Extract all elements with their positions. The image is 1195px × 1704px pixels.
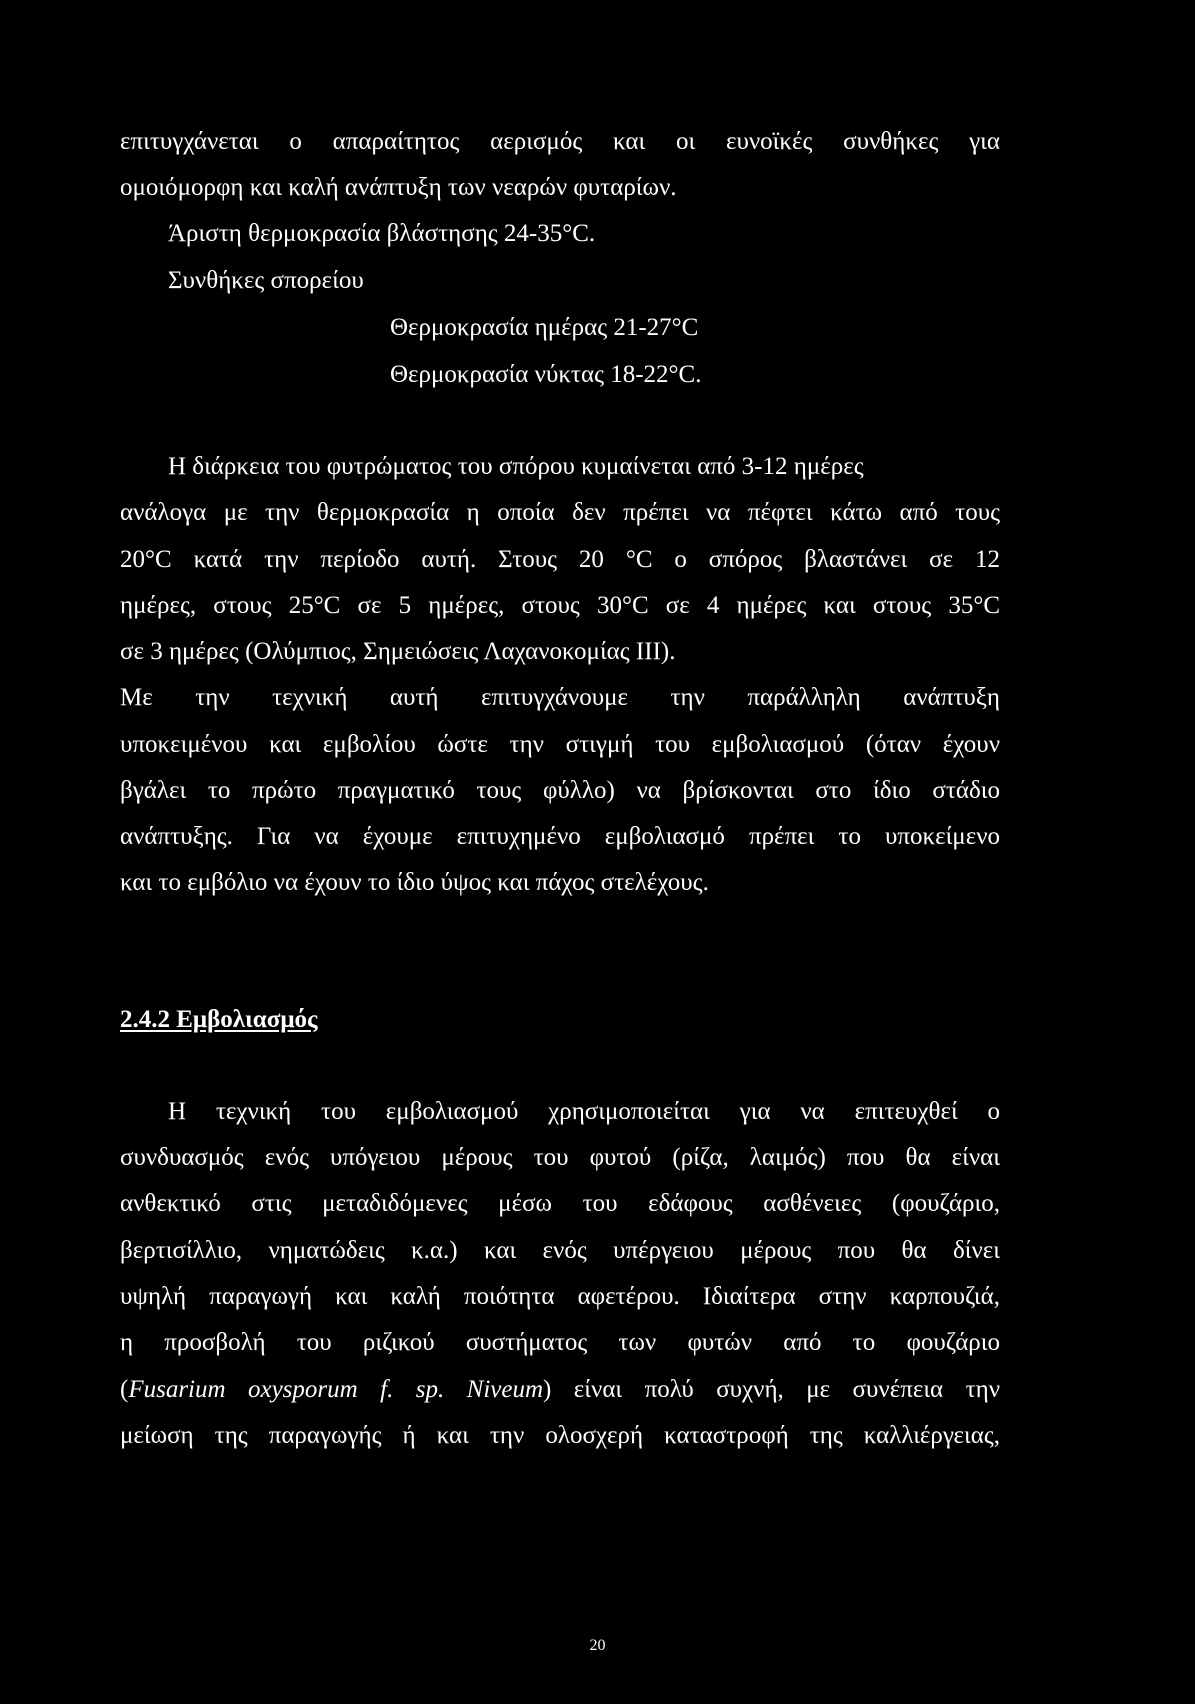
text-line: ανάπτυξης. Για να έχουμε επιτυχημένο εμβολιασμό πρέπει το υποκείμενο [120, 823, 1000, 850]
text-line: συνδυασμός ενός υπόγειου μέρους του φυτού (ρίζα, λαιμός) που θα είναι [120, 1144, 1000, 1171]
text-line: Θερμοκρασία νύκτας 18-22°C. [390, 361, 702, 388]
text-line: υποκειμένου και εμβολίου ώστε την στιγμή του εμβολιασμού (όταν έχουν [120, 731, 1000, 758]
text-line: ημέρες, στους 25°C σε 5 ημέρες, στους 30°C σε 4 ημέρες και στους 35°C [120, 592, 1000, 619]
text-line: Θερμοκρασία ημέρας 21-27°C [390, 314, 699, 341]
text-line: Η διάρκεια του φυτρώματος του σπόρου κυμαίνεται από 3-12 ημέρες [168, 453, 864, 480]
text-line: βερτισίλλιο, νηματώδεις κ.α.) και ενός υπέργειου μέρους που θα δίνει [120, 1237, 1000, 1264]
text-line: 20°C κατά την περίοδο αυτή. Στους 20 °C ο σπόρος βλαστάνει σε 12 [120, 546, 1000, 573]
text-line-with-species [120, 1375, 1000, 1405]
text-line: ανθεκτικό στις μεταδιδόμενες μέσω του εδάφους ασθένειες (φουζάριο, [120, 1190, 1000, 1217]
text-line: και το εμβόλιο να έχουν το ίδιο ύψος και πάχος στελέχους. [120, 869, 709, 896]
section-heading: 2.4.2 Εμβολιασμός [120, 1006, 318, 1033]
open-paren: ( [120, 1376, 129, 1403]
text-fragment: ) είναι πολύ συχνή, με συνέπεια την [543, 1376, 1000, 1403]
text-line: μείωση της παραγωγής ή και την ολοσχερή καταστροφή της καλλιέργειας, [120, 1422, 1000, 1449]
text-line: ανάλογα με την θερμοκρασία η οποία δεν πρέπει να πέφτει κάτω από τους [120, 499, 1000, 526]
text-line: υψηλή παραγωγή και καλή ποιότητα αφετέρου. Ιδιαίτερα στην καρπουζιά, [120, 1283, 1000, 1310]
text-line: Η τεχνική του εμβολιασμού χρησιμοποιείται για να επιτευχθεί ο [168, 1098, 1000, 1125]
text-line: σε 3 ημέρες (Ολύμπιος, Σημειώσεις Λαχανοκομίας ΙΙΙ). [120, 638, 676, 665]
species-name: Fusarium oxysporum f. sp. Niveum [128, 1376, 544, 1403]
text-line: Άριστη θερμοκρασία βλάστησης 24-35°C. [168, 220, 596, 247]
text-line: η προσβολή του ριζικού συστήματος των φυτών από το φουζάριο [120, 1329, 1000, 1356]
text-line: βγάλει το πρώτο πραγματικό τους φύλλο) να βρίσκονται στο ίδιο στάδιο [120, 777, 1000, 804]
text-line: Με την τεχνική αυτή επιτυγχάνουμε την παράλληλη ανάπτυξη [120, 684, 1000, 711]
text-line: ομοιόμορφη και καλή ανάπτυξη των νεαρών φυταρίων. [120, 174, 677, 201]
page-number: 20 [589, 1637, 606, 1654]
text-line: Συνθήκες σπορείου [168, 267, 364, 294]
text-line: επιτυγχάνεται ο απαραίτητος αερισμός και οι ευνοϊκές συνθήκες για [120, 128, 1000, 155]
